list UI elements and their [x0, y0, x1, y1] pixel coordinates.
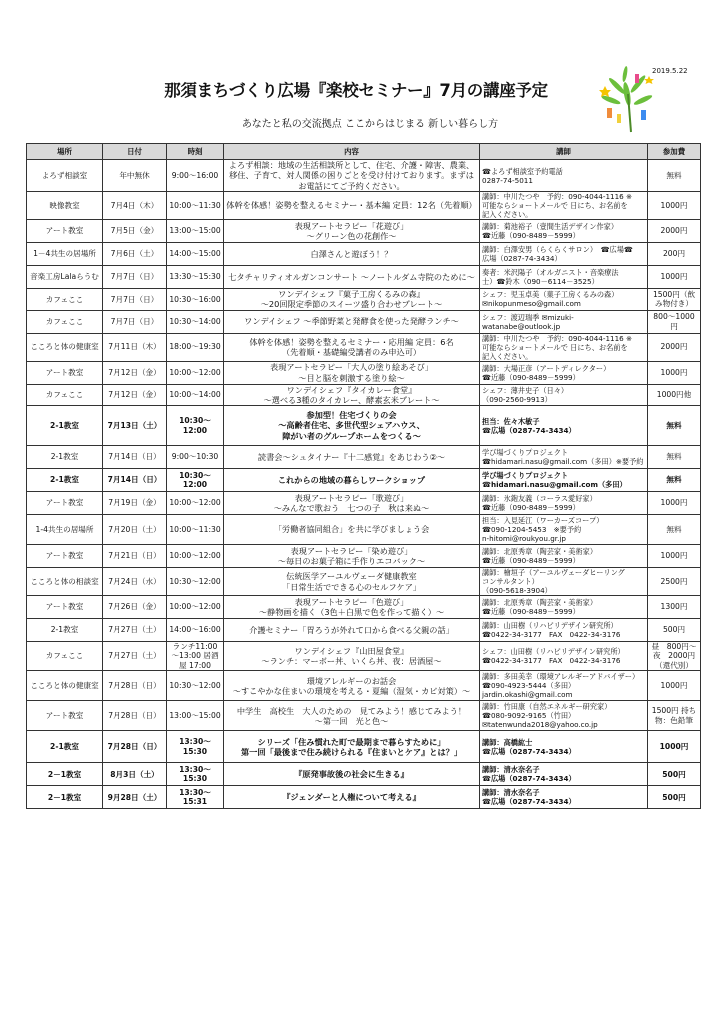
content-cell	[224, 160, 480, 192]
date-cell: 7月14日（日）	[103, 469, 167, 492]
instructor-line: 学び場づくりプロジェクト	[482, 448, 569, 457]
content-cell	[224, 701, 480, 731]
content-line: 『ジェンダーと人権について考える』	[282, 792, 421, 803]
instructor-line: ☎080-9092-9165（竹田）	[482, 711, 576, 721]
date-cell: 7月5日（金）	[103, 220, 167, 243]
content-line: 体幹を体感！姿勢を整えるセミナー・基本編 定員：12名（先着順）	[226, 200, 477, 211]
instructor-cell	[480, 701, 648, 731]
table-row	[27, 220, 701, 243]
instructor-line: 学び場づくりプロジェクト	[482, 471, 569, 480]
instructor-line: jardin.okashi@gmail.com	[482, 690, 573, 700]
table-row	[27, 333, 701, 361]
instructor-line: 可能ならショートメールで 日にち、お名前を	[482, 342, 628, 352]
instructor-cell	[480, 220, 648, 243]
fee-cell: 200円	[648, 243, 701, 266]
col-header-fee: 参加費	[648, 144, 701, 160]
place-cell: 2-1教室	[27, 469, 103, 492]
content-line: これからの地域の暮らしワークショップ	[277, 474, 426, 485]
fee-cell: 800～1000円	[648, 310, 701, 333]
content-line: ワンデイシェフ『菓子工房くるみの森』	[278, 289, 425, 299]
content-line: 表現アートセラピー「染め遊び」	[290, 545, 413, 556]
fee-cell: 無料	[648, 160, 701, 192]
time-cell: 14:00～15:00	[167, 243, 224, 266]
content-cell	[224, 786, 480, 809]
content-cell	[224, 492, 480, 515]
instructor-line: ☎近藤（090-8489－5999）	[482, 556, 580, 565]
fee-cell: 1000円	[648, 671, 701, 701]
table-row	[27, 545, 701, 568]
instructor-line: 講師：大場正彦（アートディレクター）	[482, 363, 611, 373]
content-line: 体幹を体感！姿勢を整えるセミナー・応用編 定員：6名	[249, 336, 454, 347]
content-line: よろず相談：地域の生活相談所として、住宅、介護・障害、農業、移住、子育て、対人関係の困りごとを受け付けております。まずはお電話にてご予約ください。	[228, 160, 475, 191]
place-cell: アート教室	[27, 545, 103, 568]
place-cell: 1-4共生の居場所	[27, 515, 103, 545]
instructor-line: 担当：佐々木敏子	[482, 416, 540, 426]
instructor-cell	[480, 266, 648, 289]
date-cell: 7月28日（日）	[103, 731, 167, 763]
table-row	[27, 446, 701, 469]
instructor-line: ☎近藤（090-8489－5999）	[482, 372, 580, 382]
time-cell: 10:00～12:00	[167, 492, 224, 515]
instructor-line: ☎広場（0287-74-3434）	[482, 425, 576, 435]
date-cell: 7月13日（土）	[103, 406, 167, 446]
content-line: 表現アートセラピー「歌遊び」	[294, 492, 409, 503]
place-cell: アート教室	[27, 361, 103, 384]
content-cell	[224, 333, 480, 361]
instructor-line: 広場（0287-74-3434）	[482, 254, 562, 263]
content-line: 中学生 高校生 大人のための 見てみよう！感じてみよう！	[236, 705, 467, 716]
place-cell: 2-1教室	[27, 731, 103, 763]
date-cell: 7月28日（日）	[103, 671, 167, 701]
fee-cell: 1000円	[648, 192, 701, 220]
fee-cell: 無料	[648, 406, 701, 446]
instructor-line: watanabe@outlook.jp	[482, 321, 561, 331]
content-line: ～目と脳を刺激する塗り絵～	[298, 372, 405, 383]
page-subtitle: あなたと私の交流拠点 ここからはじまる 新しい暮らし方	[241, 119, 499, 130]
fee-cell: 1000円	[648, 492, 701, 515]
seminar-schedule-table	[26, 143, 701, 809]
table-row	[27, 671, 701, 701]
instructor-cell	[480, 763, 648, 786]
content-line: ～ランチ：マーボー丼、いくら丼、夜：居酒屋～	[261, 656, 442, 667]
fee-cell: 500円	[648, 619, 701, 642]
instructor-line: ☎広場（0287-74-3434）	[482, 774, 576, 784]
instructor-cell	[480, 361, 648, 384]
instructor-line: ☎hidamari.nasu@gmail.com（多田）※要予約	[482, 457, 644, 466]
date-cell: 7月24日（水）	[103, 568, 167, 596]
table-row	[27, 384, 701, 406]
place-cell: カフェここ	[27, 384, 103, 406]
instructor-cell	[480, 568, 648, 596]
instructor-cell	[480, 289, 648, 311]
fee-cell: 1000円	[648, 545, 701, 568]
place-cell: 音楽工房Lalaらうむ	[27, 266, 103, 289]
place-cell: アート教室	[27, 492, 103, 515]
content-line: 第一回「最後まで住み続けられる『住まいとケア』とは？」	[240, 746, 463, 757]
content-line: ワンデイシェフ『山田屋食堂』	[294, 645, 409, 656]
date-cell: 7月19日（金）	[103, 492, 167, 515]
table-row	[27, 289, 701, 311]
time-cell: 13:30～15:30	[167, 763, 224, 786]
content-cell	[224, 545, 480, 568]
content-line: 『原発事故後の社会に生きる』	[294, 769, 409, 780]
fee-cell: 500円	[648, 786, 701, 809]
content-line: ～グリーン色の花創作～	[306, 231, 397, 241]
instructor-cell	[480, 731, 648, 763]
instructor-line: ☎広場（0287-74-3434）	[482, 746, 576, 756]
tanabata-bamboo-icon	[593, 64, 663, 134]
instructor-cell	[480, 160, 648, 192]
instructor-cell	[480, 619, 648, 642]
table-row	[27, 406, 701, 446]
time-cell: 13:30～15:30	[167, 266, 224, 289]
time-cell: 10:30～16:00	[167, 289, 224, 311]
fee-cell: 2000円	[648, 333, 701, 361]
fee-cell: 無料	[648, 469, 701, 492]
content-cell	[224, 515, 480, 545]
place-cell: カフェここ	[27, 310, 103, 333]
date-cell: 7月6日（土）	[103, 243, 167, 266]
date-cell: 7月12日（金）	[103, 384, 167, 406]
content-cell	[224, 763, 480, 786]
instructor-cell	[480, 642, 648, 671]
table-row	[27, 310, 701, 333]
table-row	[27, 596, 701, 619]
instructor-line: 講師：中川たつや 予約：090-4044-1116 ※	[482, 333, 633, 343]
instructor-line: 講師：山田樹（リハビリデザイン研究所）	[482, 621, 618, 630]
content-line: ～20回限定季節のスイーツ盛り合わせプレート～	[260, 299, 443, 310]
date-cell: 7月7日（日）	[103, 289, 167, 311]
date-cell: 7月21日（日）	[103, 545, 167, 568]
table-row	[27, 492, 701, 515]
instructor-line: 担当：入見延江（ワーカーズコープ）	[482, 516, 604, 525]
instructor-line: ☎よろず相談室予約電話	[482, 166, 563, 176]
content-line: 表現アートセラピー「大人の塗り絵あそび」	[270, 362, 433, 373]
instructor-line: 講師：北原秀章（陶芸家・美術家）	[482, 598, 598, 607]
content-line: 白澤さんと遊ぼう！？	[310, 248, 393, 259]
place-cell: カフェここ	[27, 642, 103, 671]
instructor-cell	[480, 310, 648, 333]
fee-cell: 1300円	[648, 596, 701, 619]
place-cell: アート教室	[27, 701, 103, 731]
content-cell	[224, 243, 480, 266]
instructor-line: 講師：中川たつや 予約：090-4044-1116 ※	[482, 192, 633, 201]
date-cell: 7月7日（日）	[103, 310, 167, 333]
content-line: 表現アートセラピー「花遊び」	[294, 220, 409, 231]
content-line: シリーズ「住み慣れた町で最期まで暮らすために」	[257, 736, 446, 747]
instructor-line: 講師：清水奈名子	[482, 765, 540, 775]
instructor-line: 士）☎鈴木（090－6114－3525）	[482, 277, 599, 286]
time-cell: 10:00～12:00	[167, 361, 224, 384]
instructor-cell	[480, 192, 648, 220]
date-cell: 7月26日（金）	[103, 596, 167, 619]
table-row	[27, 763, 701, 786]
instructor-cell	[480, 384, 648, 406]
place-cell: 2－1教室	[27, 763, 103, 786]
fee-cell: 1500円 持ち物：色鉛筆	[648, 701, 701, 731]
time-cell: 10:00～12:00	[167, 596, 224, 619]
content-line: ～第一回 光と色～	[314, 715, 389, 726]
instructor-line: ☎近藤（090-8489－5999）	[482, 503, 580, 512]
time-cell: 10:30～14:00	[167, 310, 224, 333]
instructor-line: ☎090-1204-5453 ※要予約	[482, 525, 582, 534]
content-line: 表現アートセラピー「色遊び」	[294, 596, 409, 607]
instructor-line: 講師：檜垣子（アーユルヴェーダヒーリング	[482, 568, 625, 577]
content-cell	[224, 310, 480, 333]
content-cell	[224, 469, 480, 492]
instructor-line: 記入ください。	[482, 210, 533, 219]
instructor-line: ☎広場（0287-74-3434）	[482, 797, 576, 807]
table-row	[27, 642, 701, 671]
instructor-line: ☎090-4923-5444（多田）	[482, 681, 576, 691]
content-line: 「日常生活でできる心のセルフケア」	[282, 581, 421, 592]
table-row	[27, 568, 701, 596]
date-cell: 9月28日（土）	[103, 786, 167, 809]
instructor-line: シェフ：山田樹（リハビリデザイン研究所）	[482, 647, 625, 657]
content-line: ～選べる3種のタイカレー、酵素玄米プレート～	[263, 394, 440, 405]
place-cell: こころと体の健康室	[27, 671, 103, 701]
col-header-time: 時刻	[167, 144, 224, 160]
content-line: 「労働者協同組合」を共に学びましょう会	[273, 524, 430, 535]
time-cell: 10:30～12:00	[167, 469, 224, 492]
content-cell	[224, 220, 480, 243]
date-cell: 7月14日（日）	[103, 446, 167, 469]
col-header-content: 内容	[224, 144, 480, 160]
instructor-cell	[480, 671, 648, 701]
content-cell	[224, 731, 480, 763]
date-cell: 7月27日（土）	[103, 642, 167, 671]
time-cell: 13:00～15:00	[167, 220, 224, 243]
content-line: （先着順・基礎編受講者のみ申込可）	[281, 347, 422, 357]
time-cell: 10:00～11:30	[167, 192, 224, 220]
instructor-line: ✉tatenwunda2018@yahoo.co.jp	[482, 720, 598, 730]
time-cell: 10:30～12:00	[167, 406, 224, 446]
time-cell: 10:00～11:30	[167, 515, 224, 545]
fee-cell: 2000円	[648, 220, 701, 243]
table-row	[27, 469, 701, 492]
col-header-instructor: 講師	[480, 144, 648, 160]
content-cell	[224, 266, 480, 289]
table-row	[27, 243, 701, 266]
table-row	[27, 619, 701, 642]
instructor-line: 可能ならショートメールで 日にち、お名前を	[482, 201, 628, 210]
content-line: 参加型！住宅づくりの会	[306, 410, 397, 421]
instructor-line: 講師：多田美幸（環境アレルギーアドバイザー）	[482, 672, 640, 682]
instructor-line: ✉nikopunmeso@gmail.com	[482, 299, 581, 309]
content-cell	[224, 642, 480, 671]
content-cell	[224, 619, 480, 642]
fee-cell: 無料	[648, 515, 701, 545]
date-cell: 年中無休	[103, 160, 167, 192]
time-cell: 13:30～15:31	[167, 786, 224, 809]
content-cell	[224, 384, 480, 406]
content-line: ～高齢者住宅、多世代型シェアハウス、	[278, 420, 425, 431]
content-line: 伝統医学アーユルヴェーダ健康教室	[286, 571, 417, 582]
content-cell	[224, 446, 480, 469]
time-cell: 14:00～16:00	[167, 619, 224, 642]
instructor-cell	[480, 545, 648, 568]
instructor-line: 講師：高橋紘士	[482, 737, 533, 747]
time-cell: 10:30～12:00	[167, 568, 224, 596]
content-line: ワンデイシェフ ～季節野菜と発酵食を使った発酵ランチ～	[244, 316, 459, 327]
place-cell: よろず相談室	[27, 160, 103, 192]
time-cell: 13:30～15:30	[167, 731, 224, 763]
date-cell: 7月28日（日）	[103, 701, 167, 731]
place-cell: 2-1教室	[27, 446, 103, 469]
instructor-line: ☎hidamari.nasu@gmail.com（多田）	[482, 480, 627, 489]
instructor-line: 記入ください。	[482, 351, 533, 361]
date-cell: 7月11日（木）	[103, 333, 167, 361]
place-cell: こころと体の相談室	[27, 568, 103, 596]
table-row	[27, 361, 701, 384]
instructor-line: シェフ：薄井史子（日々）	[482, 385, 569, 395]
place-cell: 映像教室	[27, 192, 103, 220]
table-row	[27, 192, 701, 220]
instructor-line: シェフ：渡辺瑞季 ✉mizuki-	[482, 312, 574, 322]
table-row	[27, 515, 701, 545]
fee-cell: 1000円他	[648, 384, 701, 406]
table-row	[27, 786, 701, 809]
instructor-cell	[480, 492, 648, 515]
page-title: 那須まちづくり広場『楽校セミナー』7月の講座予定	[164, 81, 548, 100]
date-cell: 7月4日（木）	[103, 192, 167, 220]
content-line: ～毎日のお菓子箱に手作りエコバック～	[277, 556, 426, 566]
time-cell: 9:00～10:30	[167, 446, 224, 469]
place-cell: カフェここ	[27, 289, 103, 311]
instructor-line: ☎0422-34-3177 FAX 0422-34-3176	[482, 630, 621, 639]
instructor-line: 講師：白澤安男（らくらくサロン） ☎広場☎	[482, 245, 633, 254]
time-cell: 10:00～14:00	[167, 384, 224, 406]
content-line: 介護セミナー「胃ろうが外れて口から食べる父親の話」	[249, 624, 454, 635]
col-header-date: 日付	[103, 144, 167, 160]
publish-date: 2019.5.22	[652, 67, 688, 75]
date-cell: 7月7日（日）	[103, 266, 167, 289]
content-line: ～静物画を描く（3色＋白黒で色を作って描く）～	[258, 607, 445, 617]
fee-cell: 1000円	[648, 731, 701, 763]
content-line: 障がい者のグループホームをつくる～	[282, 430, 421, 441]
instructor-cell	[480, 515, 648, 545]
time-cell: 9:00～16:00	[167, 160, 224, 192]
instructor-line: 講師：清水奈名子	[482, 788, 540, 798]
instructor-line: （090-5618-3904）	[482, 586, 552, 595]
instructor-cell	[480, 243, 648, 266]
instructor-line: ☎近藤（090-8489－5999）	[482, 607, 580, 616]
content-line: 環境アレルギーのお話会	[306, 675, 397, 686]
instructor-line: n-hitomi@roukyou.gr.jp	[482, 534, 566, 543]
time-cell: ランチ11:00～13:00 居酒屋 17:00	[167, 642, 224, 671]
time-cell: 13:00～15:00	[167, 701, 224, 731]
instructor-cell	[480, 786, 648, 809]
fee-cell: 1500円（飲み物付き）	[648, 289, 701, 311]
table-row	[27, 731, 701, 763]
content-cell	[224, 361, 480, 384]
table-row	[27, 701, 701, 731]
date-cell: 7月12日（金）	[103, 361, 167, 384]
place-cell: アート教室	[27, 220, 103, 243]
place-cell: 2-1教室	[27, 406, 103, 446]
content-cell	[224, 596, 480, 619]
content-cell	[224, 568, 480, 596]
instructor-line: ☎0422-34-3177 FAX 0422-34-3176	[482, 656, 621, 666]
content-cell	[224, 406, 480, 446]
instructor-line: 奏者：米沢陽子（オルガニスト・音楽療法	[482, 268, 619, 277]
instructor-line: 講師：北原秀章（陶芸家・美術家）	[482, 547, 598, 556]
place-cell: こころと体の健康室	[27, 333, 103, 361]
place-cell: 1－4共生の居場所	[27, 243, 103, 266]
content-cell	[224, 671, 480, 701]
date-cell: 8月3日（土）	[103, 763, 167, 786]
content-line: 読書会～シュタイナー『十二感覚』をあじわう②～	[257, 451, 446, 462]
instructor-line: 講師：氷鉋友義（コーラス愛好家）	[482, 494, 597, 503]
time-cell: 18:00～19:30	[167, 333, 224, 361]
content-line: ～すこやかな住まいの環境を考える・夏編（湿気・カビ対策）～	[232, 685, 471, 696]
instructor-cell	[480, 469, 648, 492]
instructor-line: コンサルタント）	[482, 577, 539, 586]
instructor-cell	[480, 333, 648, 361]
fee-cell: 500円	[648, 763, 701, 786]
instructor-line: シェフ：児玉卓美（菓子工房くるみの森）	[482, 290, 619, 300]
content-line: ワンデイシェフ『タイカレー食堂』	[286, 384, 417, 395]
instructor-cell	[480, 446, 648, 469]
instructor-cell	[480, 406, 648, 446]
content-line: ～みんなで歌おう 七つの子 秋は来ぬ～	[273, 503, 430, 513]
instructor-line: 0287-74-5011	[482, 175, 533, 185]
content-cell	[224, 289, 480, 311]
place-cell: 2－1教室	[27, 786, 103, 809]
place-cell: アート教室	[27, 596, 103, 619]
time-cell: 10:30～12:00	[167, 671, 224, 701]
fee-cell: 1000円	[648, 266, 701, 289]
fee-cell: 昼 800円～ 夜 2000円（還代別）	[648, 642, 701, 671]
instructor-line: 講師：竹田康（自然エネルギー研究家）	[482, 702, 612, 712]
table-row	[27, 266, 701, 289]
date-cell: 7月27日（土）	[103, 619, 167, 642]
content-line: 七タチャリティオルガンコンサート ～ノートルダム寺院のために～	[228, 271, 475, 282]
table-row	[27, 160, 701, 192]
fee-cell: 無料	[648, 446, 701, 469]
col-header-place: 場所	[27, 144, 103, 160]
instructor-cell	[480, 596, 648, 619]
content-cell	[224, 192, 480, 220]
place-cell: 2-1教室	[27, 619, 103, 642]
instructor-line: ☎近藤（090-8489－5999）	[482, 231, 580, 240]
instructor-line: 講師：菊池裕子（壹間生活デザイン作家）	[482, 222, 619, 231]
fee-cell: 2500円	[648, 568, 701, 596]
instructor-line: （090-2560-9913）	[482, 394, 552, 404]
fee-cell: 1000円	[648, 361, 701, 384]
time-cell: 10:00～12:00	[167, 545, 224, 568]
date-cell: 7月20日（土）	[103, 515, 167, 545]
